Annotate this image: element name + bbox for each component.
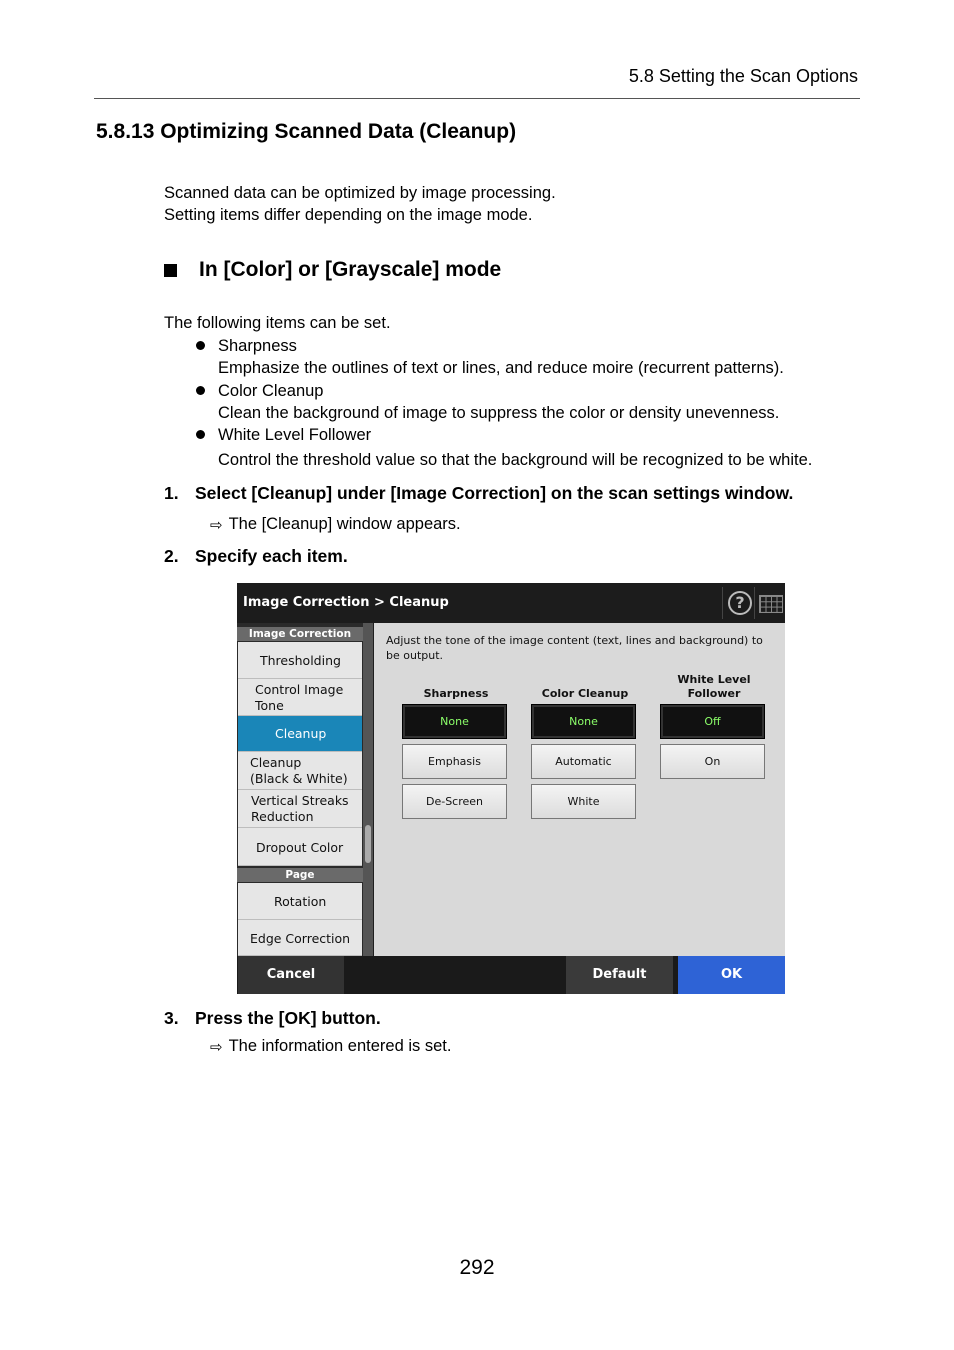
- step-1-result: [210, 515, 461, 534]
- sidebar-scrollbar[interactable]: [363, 623, 373, 956]
- cleanup-window-screenshot: [237, 583, 785, 994]
- sidebar-item-label: Edge Correction: [250, 931, 351, 946]
- list-item-name: Sharpness: [218, 337, 297, 355]
- step-number: 3.: [164, 1008, 179, 1028]
- keyboard-button[interactable]: [754, 587, 785, 619]
- sharpness-none-button[interactable]: None: [402, 704, 507, 739]
- step-number: 2.: [164, 546, 179, 566]
- step-text: Select [Cleanup] under [Image Correction] on the scan settings window.: [195, 483, 794, 503]
- sidebar-item-dropout-color[interactable]: [238, 828, 362, 866]
- bullet-icon: [196, 386, 205, 395]
- step-3: [164, 1008, 381, 1029]
- subsection-title: [164, 258, 501, 282]
- list-item-desc: Clean the background of image to suppress the color or density unevenness.: [218, 404, 780, 422]
- color-cleanup-automatic-button[interactable]: Automatic: [531, 744, 636, 779]
- footer-bar: [237, 956, 785, 994]
- intro-line: Setting items differ depending on the image mode.: [164, 206, 533, 224]
- column-header-white-level-follower: White Level Follower: [677, 673, 751, 700]
- step-1: [164, 483, 794, 504]
- result-arrow-icon: ⇨: [210, 1038, 223, 1056]
- sidebar-group-header: Image Correction: [237, 627, 363, 641]
- white-level-on-button[interactable]: On: [660, 744, 765, 779]
- square-bullet-icon: [164, 264, 177, 277]
- sidebar-item-label: Vertical Streaks Reduction: [251, 793, 349, 824]
- title-bar: [237, 583, 785, 623]
- white-level-off-button[interactable]: Off: [660, 704, 765, 739]
- window-title: Image Correction > Cleanup: [243, 595, 449, 610]
- list-item: [218, 424, 812, 471]
- sidebar-item-label: Cleanup: [275, 726, 327, 741]
- help-icon: ?: [728, 591, 752, 615]
- sidebar-item-label: Control Image Tone: [255, 682, 344, 713]
- sidebar: [237, 623, 365, 956]
- column-header-sharpness: Sharpness: [423, 687, 489, 700]
- result-arrow-icon: ⇨: [210, 516, 223, 534]
- step-text: Press the [OK] button.: [195, 1008, 381, 1028]
- sidebar-item-vertical-streaks[interactable]: [238, 790, 362, 828]
- help-button[interactable]: [722, 587, 755, 619]
- sidebar-item-label: Dropout Color: [256, 840, 344, 855]
- keyboard-icon: [759, 595, 783, 613]
- sidebar-item-rotation[interactable]: [238, 883, 362, 920]
- intro-line: Scanned data can be optimized by image processing.: [164, 184, 556, 202]
- result-text: The [Cleanup] window appears.: [228, 515, 461, 533]
- list-item: [218, 380, 779, 424]
- bullet-icon: [196, 430, 205, 439]
- sharpness-descreen-button[interactable]: De-Screen: [402, 784, 507, 819]
- panel-description: Adjust the tone of the image content (text, lines and background) to be output.: [386, 634, 763, 662]
- sharpness-emphasis-button[interactable]: Emphasis: [402, 744, 507, 779]
- step-3-result: [210, 1037, 451, 1056]
- intro-text: [164, 182, 556, 226]
- cancel-button[interactable]: Cancel: [238, 956, 344, 994]
- sidebar-group-header: Page: [237, 868, 363, 882]
- running-header: 5.8 Setting the Scan Options: [628, 66, 858, 86]
- sidebar-item-cleanup[interactable]: [238, 716, 362, 752]
- sidebar-item-label: Cleanup (Black & White): [250, 755, 348, 786]
- ok-button[interactable]: OK: [678, 956, 785, 994]
- bullet-icon: [196, 341, 205, 350]
- sidebar-item-control-image-tone[interactable]: [238, 679, 362, 716]
- default-button[interactable]: Default: [566, 956, 673, 994]
- sidebar-item-edge-correction[interactable]: [238, 920, 362, 956]
- step-2: [164, 546, 348, 567]
- list-item: [218, 335, 784, 379]
- step-text: Specify each item.: [195, 546, 348, 566]
- items-intro: The following items can be set.: [164, 314, 391, 332]
- step-number: 1.: [164, 483, 179, 503]
- content-panel: [374, 623, 785, 956]
- page-number: 292: [459, 1256, 495, 1279]
- subsection-title-text: In [Color] or [Grayscale] mode: [199, 258, 502, 281]
- list-item-desc: Control the threshold value so that the background will be recognized to be white.: [218, 451, 813, 469]
- section-title: 5.8.13 Optimizing Scanned Data (Cleanup): [96, 120, 517, 143]
- sidebar-item-label: Rotation: [274, 894, 327, 909]
- color-cleanup-white-button[interactable]: White: [531, 784, 636, 819]
- result-text: The information entered is set.: [228, 1037, 452, 1055]
- sidebar-item-cleanup-bw[interactable]: [238, 752, 362, 790]
- column-header-color-cleanup: Color Cleanup: [541, 687, 629, 700]
- list-item-name: White Level Follower: [218, 426, 372, 444]
- color-cleanup-none-button[interactable]: None: [531, 704, 636, 739]
- header-rule: [94, 98, 860, 99]
- scrollbar-thumb[interactable]: [365, 825, 371, 863]
- sidebar-item-label: Thresholding: [260, 653, 341, 668]
- list-item-desc: Emphasize the outlines of text or lines, and reduce moire (recurrent patterns).: [218, 359, 784, 377]
- list-item-name: Color Cleanup: [218, 382, 324, 400]
- sidebar-item-thresholding[interactable]: [238, 642, 362, 679]
